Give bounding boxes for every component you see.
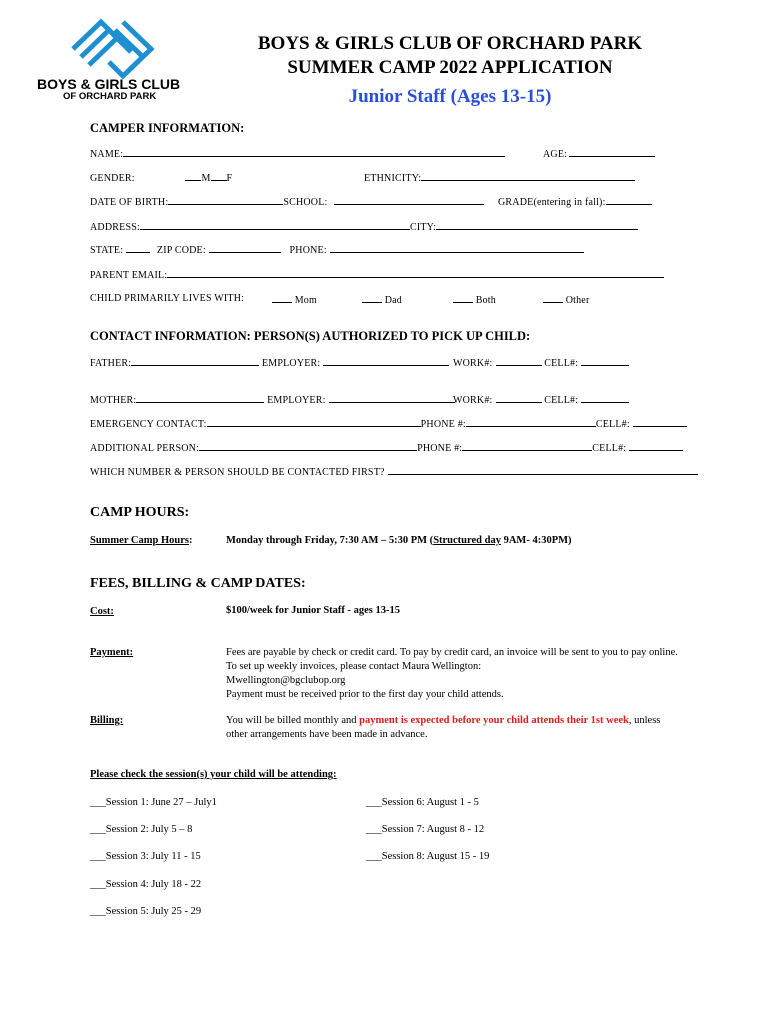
lives-mom: Mom: [272, 293, 317, 306]
sessions-heading: Please check the session(s) your child will be attending:: [90, 769, 337, 780]
additional-row: ADDITIONAL PERSON: PHONE #: CELL#:: [90, 441, 683, 454]
camper-info-heading: CAMPER INFORMATION:: [90, 121, 245, 135]
lives-other-field[interactable]: [543, 293, 563, 303]
phone-field[interactable]: [330, 243, 584, 253]
city-field[interactable]: [436, 220, 638, 230]
page-title-2: SUMMER CAMP 2022 APPLICATION: [287, 57, 613, 78]
address-row: ADDRESS: CITY:: [90, 220, 638, 233]
emergency-cell-field[interactable]: [633, 417, 687, 427]
age-field[interactable]: [569, 147, 655, 157]
email-row: PARENT EMAIL:: [90, 268, 664, 281]
contact-info-heading: CONTACT INFORMATION: PERSON(S) AUTHORIZED TO PICK UP CHILD:: [90, 329, 531, 343]
zip-field[interactable]: [209, 243, 281, 253]
payment-block: [226, 646, 688, 702]
dob-field[interactable]: [168, 195, 283, 205]
grade-row: GRADE(entering in fall):: [498, 195, 652, 208]
contact-first-field[interactable]: [388, 465, 698, 475]
page-subtitle: Junior Staff (Ages 13-15): [348, 86, 552, 107]
billing-label: Billing:: [90, 715, 124, 726]
additional-phone-field[interactable]: [462, 441, 592, 451]
cost-text: $100/week for Junior Staff - ages 13-15: [226, 605, 401, 616]
camp-hours-label: Summer Camp Hours:: [90, 535, 193, 546]
mother-field[interactable]: [136, 393, 264, 403]
dob-row: DATE OF BIRTH: SCHOOL:: [90, 195, 484, 208]
cost-label: Cost:: [90, 606, 114, 617]
billing-text: You will be billed monthly and payment is expected before your child attends their 1st week, unless other arrangements have been made in advance.: [226, 715, 661, 740]
camp-hours-text: Monday through Friday, 7:30 AM – 5:30 PM (Structured day 9AM- 4:30PM): [226, 535, 572, 546]
father-cell-field[interactable]: [581, 356, 629, 366]
gender-f-field[interactable]: [211, 171, 227, 181]
session-3[interactable]: ___Session 3: July 11 - 15: [90, 851, 201, 862]
emergency-row: EMERGENCY CONTACT: PHONE #: CELL#:: [90, 417, 687, 430]
contact-first-row: WHICH NUMBER & PERSON SHOULD BE CONTACTED FIRST?: [90, 465, 698, 478]
address-field[interactable]: [140, 220, 410, 230]
emergency-field[interactable]: [207, 417, 421, 427]
logo-line-1: BOYS & GIRLS CLUB: [37, 76, 181, 92]
lives-dad: Dad: [362, 293, 402, 306]
page-title: BOYS & GIRLS CLUB OF ORCHARD PARK: [257, 33, 643, 54]
age-row: AGE:: [543, 147, 655, 160]
payment-email: Mwellington@bgclubop.org: [226, 675, 346, 686]
session-1[interactable]: ___Session 1: June 27 – July1: [90, 797, 217, 808]
mother-row: MOTHER: EMPLOYER:: [90, 393, 455, 406]
mother-phones: WORK#: CELL#:: [453, 393, 629, 406]
father-field[interactable]: [131, 356, 259, 366]
payment-label: Payment:: [90, 647, 134, 658]
lives-other: Other: [543, 293, 589, 306]
session-6[interactable]: ___Session 6: August 1 - 5: [366, 797, 479, 808]
state-row: STATE: ZIP CODE: PHONE:: [90, 243, 584, 256]
school-field[interactable]: [334, 195, 484, 205]
session-2[interactable]: ___Session 2: July 5 – 8: [90, 824, 193, 835]
lives-dad-field[interactable]: [362, 293, 382, 303]
camp-hours-heading: CAMP HOURS:: [90, 505, 190, 520]
mother-cell-field[interactable]: [581, 393, 629, 403]
fees-heading: FEES, BILLING & CAMP DATES:: [90, 576, 306, 591]
emergency-phone-field[interactable]: [466, 417, 596, 427]
payment-note: Payment must be received prior to the first day your child attends.: [226, 689, 504, 700]
logo: [35, 14, 195, 104]
ethnicity-row: ETHNICITY:: [364, 171, 635, 184]
father-phones: WORK#: CELL#:: [453, 356, 629, 369]
session-8[interactable]: ___Session 8: August 15 - 19: [366, 851, 490, 862]
club-logo-icon: [63, 14, 173, 84]
lives-with-row: CHILD PRIMARILY LIVES WITH:: [90, 293, 245, 304]
logo-line-2: OF ORCHARD PARK: [63, 91, 157, 102]
mother-work-field[interactable]: [496, 393, 542, 403]
name-row: NAME:: [90, 147, 505, 160]
gender-m-field[interactable]: [185, 171, 201, 181]
parent-email-field[interactable]: [167, 268, 664, 278]
name-field[interactable]: [123, 147, 505, 157]
state-field[interactable]: [126, 243, 150, 253]
additional-field[interactable]: [199, 441, 417, 451]
session-4[interactable]: ___Session 4: July 18 - 22: [90, 879, 202, 890]
ethnicity-field[interactable]: [421, 171, 635, 181]
grade-field[interactable]: [606, 195, 652, 205]
session-7[interactable]: ___Session 7: August 8 - 12: [366, 824, 485, 835]
father-employer-field[interactable]: [323, 356, 449, 366]
payment-text: Fees are payable by check or credit card. To pay by credit card, an invoice will be sent to you to pay online. To set up weekly invoices, please contact Maura Wellington:: [226, 647, 678, 672]
lives-both: Both: [453, 293, 496, 306]
session-5[interactable]: ___Session 5: July 25 - 29: [90, 906, 202, 917]
additional-cell-field[interactable]: [629, 441, 683, 451]
father-work-field[interactable]: [496, 356, 542, 366]
lives-both-field[interactable]: [453, 293, 473, 303]
lives-mom-field[interactable]: [272, 293, 292, 303]
father-row: FATHER: EMPLOYER:: [90, 356, 449, 369]
gender-row: GENDER: M F: [90, 173, 233, 184]
mother-employer-field[interactable]: [329, 393, 455, 403]
